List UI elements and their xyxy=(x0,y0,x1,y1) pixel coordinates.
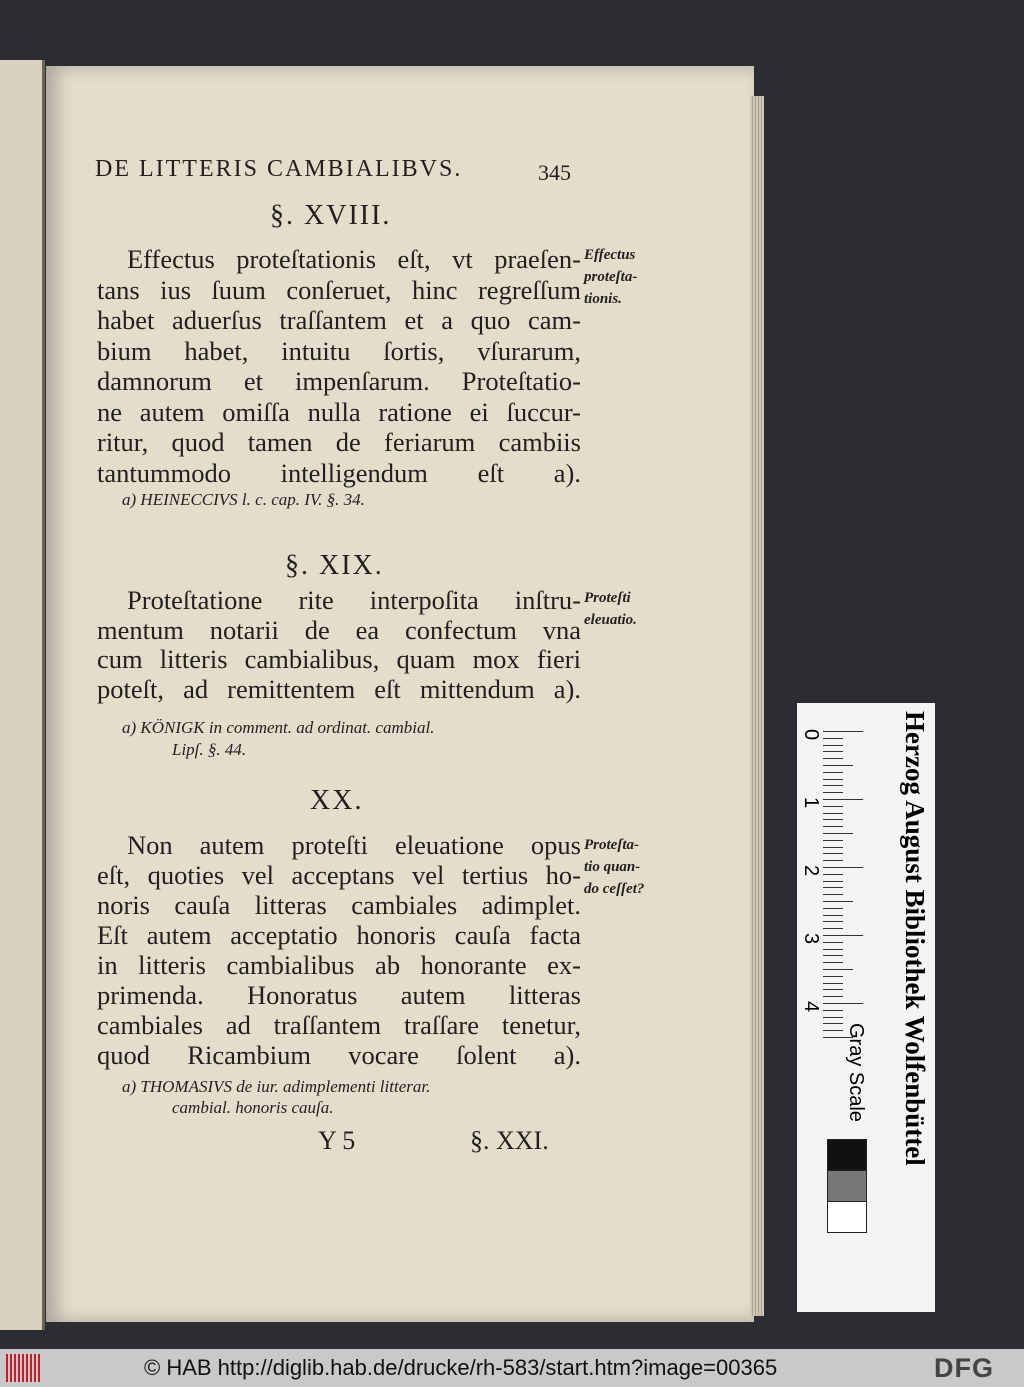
ruler-tick xyxy=(823,738,843,739)
text-line: Non autem proteſti eleuatione opus xyxy=(127,830,581,860)
marginal-note: tionis. xyxy=(584,291,622,307)
ruler-tick xyxy=(823,887,843,888)
gray-scale-label: Gray Scale xyxy=(845,1023,867,1122)
footnote: cambial. honoris cauſa. xyxy=(172,1098,334,1117)
ruler-number: 0 xyxy=(800,728,823,741)
ruler-tick xyxy=(823,853,843,854)
text-line: damnorum et impenſarum. Proteſtatio- xyxy=(97,366,581,396)
ruler-tick xyxy=(823,962,843,963)
ruler-tick xyxy=(823,949,843,950)
text-line: habet aduerſus traſſantem et a quo cam- xyxy=(97,305,581,335)
ruler-tick xyxy=(823,874,843,875)
marginal-note: eleuatio. xyxy=(584,612,637,628)
ruler-tick xyxy=(823,969,853,970)
text-line: in litteris cambialibus ab honorante ex- xyxy=(97,950,581,980)
ruler-tick xyxy=(823,751,843,752)
catchword: §. XXI. xyxy=(470,1126,549,1155)
ruler-tick xyxy=(823,867,863,868)
running-title: DE LITTERIS CAMBIALIBVS. xyxy=(95,156,463,182)
ruler-tick xyxy=(823,765,853,766)
ruler-tick xyxy=(823,1017,843,1018)
hab-logo-icon xyxy=(6,1354,40,1382)
ruler-tick xyxy=(823,989,843,990)
dfg-logo: DFG xyxy=(934,1353,994,1383)
ruler-tick xyxy=(823,772,843,773)
page-edges xyxy=(750,96,764,1316)
page-number: 345 xyxy=(538,160,571,185)
ruler-tick xyxy=(823,915,843,916)
text-line: poteſt, ad remittentem eſt mittendum a). xyxy=(97,673,581,704)
text-line: noris cauſa litteras cambiales adimplet. xyxy=(97,890,581,920)
ruler-number: 2 xyxy=(800,864,823,877)
ruler-tick xyxy=(823,908,843,909)
marginal-note: Proteſti xyxy=(584,590,631,606)
ruler-tick xyxy=(823,983,843,984)
swatch-gray xyxy=(827,1170,867,1202)
ruler-tick xyxy=(823,840,843,841)
ruler-tick xyxy=(823,826,843,827)
text-line: Proteſtatione rite interpoſita inſtru- xyxy=(127,585,581,615)
footnote: a) HEINECCIVS l. c. cap. IV. §. 34. xyxy=(122,490,365,509)
marginal-note: Effectus xyxy=(584,247,636,263)
ruler-tick xyxy=(823,942,843,943)
ruler-tick xyxy=(823,894,843,895)
ruler-tick xyxy=(823,955,843,956)
text-line: bium habet, intuitu ſortis, vſurarum, xyxy=(97,335,581,366)
signature-mark: Y 5 xyxy=(318,1126,356,1155)
text-line: quod Ricambium vocare ſolent a). xyxy=(97,1040,581,1070)
text-line: primenda. Honoratus autem litteras xyxy=(97,980,581,1010)
text-line: tans ius ſuum conſeruet, hinc regreſſum xyxy=(97,274,581,305)
ruler-tick xyxy=(823,860,843,861)
footer-bar xyxy=(0,1349,1024,1387)
marginal-note: proteſta- xyxy=(584,269,638,285)
ruler-tick xyxy=(823,1023,843,1024)
ruler-tick xyxy=(823,881,843,882)
ruler-tick xyxy=(823,976,843,977)
ruler-tick xyxy=(823,813,843,814)
text-line: eſt, quoties vel acceptans vel tertius ho- xyxy=(97,860,581,890)
ruler-tick xyxy=(823,779,843,780)
adjacent-page-edge xyxy=(0,60,45,1330)
ruler-tick xyxy=(823,921,843,922)
ruler-tick xyxy=(823,731,863,732)
ruler-tick xyxy=(823,745,843,746)
section-heading: XX. xyxy=(310,785,364,816)
ruler-tick xyxy=(823,847,843,848)
ruler-tick xyxy=(823,792,843,793)
marginal-note: Proteſta- xyxy=(584,837,639,853)
marginal-note: tio quan- xyxy=(584,859,641,875)
ruler-number: 3 xyxy=(800,932,823,945)
marginal-note: do ceſſet? xyxy=(584,881,645,897)
ruler-tick xyxy=(823,1003,863,1004)
ruler-tick xyxy=(823,799,863,800)
text-line: Eſt autem acceptatio honoris cauſa facta xyxy=(97,920,581,950)
ruler-tick xyxy=(823,935,863,936)
scale-ruler xyxy=(797,703,935,1312)
ruler-tick xyxy=(823,785,843,786)
text-line: ritur, quod tamen de feriarum cambiis xyxy=(97,427,581,457)
ruler-tick xyxy=(823,1030,843,1031)
ruler-number: 4 xyxy=(800,1000,823,1013)
footnote: a) KÖNIGK in comment. ad ordinat. cambial. xyxy=(122,718,435,737)
footnote: a) THOMASIVS de iur. adimplementi litterar. xyxy=(122,1077,431,1096)
ruler-tick xyxy=(823,833,853,834)
ruler-tick xyxy=(823,928,843,929)
ruler-tick xyxy=(823,996,843,997)
footnote: Lipſ. §. 44. xyxy=(172,740,247,759)
ruler-number: 1 xyxy=(800,796,823,809)
section-heading: §. XVIII. xyxy=(270,200,392,231)
institution-label: Herzog August Bibliothek Wolfenbüttel xyxy=(900,711,930,1166)
ruler-tick xyxy=(823,758,843,759)
ruler-tick xyxy=(823,819,843,820)
text-line: ne autem omiſſa nulla ratione ei ſuccur- xyxy=(97,396,581,427)
ruler-tick xyxy=(823,1010,843,1011)
text-line: mentum notarii de ea confectum vna xyxy=(97,614,581,645)
ruler-tick xyxy=(823,901,853,902)
copyright-url[interactable]: © HAB http://diglib.hab.de/drucke/rh-583/start.htm?image=00365 xyxy=(144,1355,778,1380)
text-line: tantummodo intelligendum eſt a). xyxy=(97,457,581,488)
text-line: cum litteris cambialibus, quam mox fieri xyxy=(97,644,581,674)
swatch-white xyxy=(827,1201,867,1233)
text-line: Effectus proteſtationis eſt, vt praeſen- xyxy=(127,244,581,274)
swatch-black xyxy=(827,1139,867,1171)
ruler-tick xyxy=(823,806,843,807)
section-heading: §. XIX. xyxy=(285,550,384,581)
text-line: cambiales ad traſſantem traſſare tenetur, xyxy=(97,1010,581,1040)
